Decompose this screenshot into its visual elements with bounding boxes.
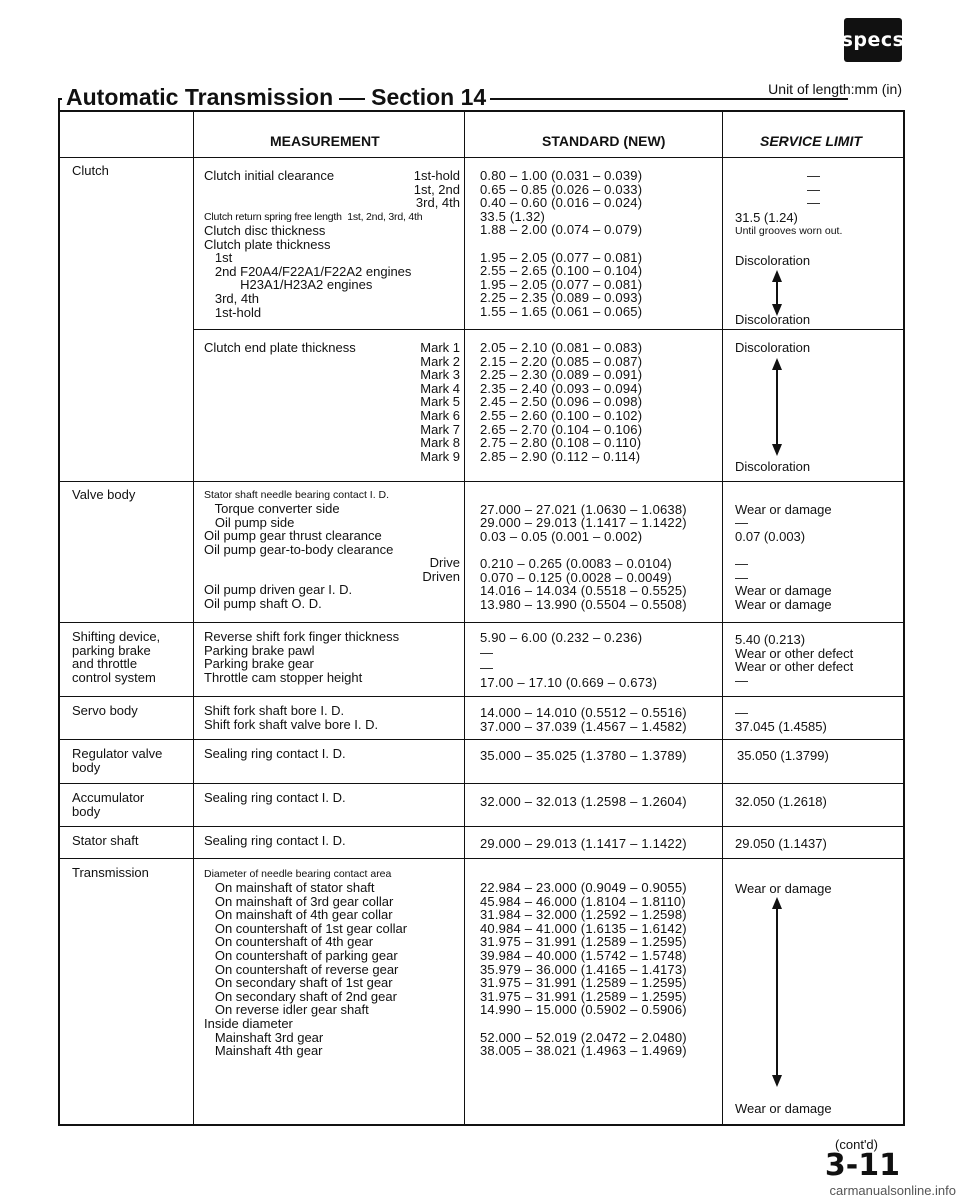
row-rule-servo	[60, 696, 903, 697]
category-regulator-valve-body: Regulator valve body	[72, 746, 163, 775]
servo-measurements: Shift fork shaft bore I. D. Shift fork shaft valve bore I. D.	[204, 703, 379, 732]
transmission-limit-top: Wear or damage	[735, 881, 832, 896]
watermark: carmanualsonline.info	[829, 1183, 956, 1198]
row-rule-transmission	[60, 858, 903, 859]
category-clutch: Clutch	[72, 163, 109, 178]
servo-limit-values: — 37.045 (1.4585)	[735, 705, 827, 734]
valve-limit-values: Wear or damage — 0.07 (0.003) — — Wear or damage Wear or damage	[735, 501, 832, 612]
accumulator-standard: 32.000 – 32.013 (1.2598 – 1.2604)	[480, 794, 687, 809]
clutch-standard-values: 0.80 – 1.00 (0.031 – 0.039) 0.65 – 0.85 (0.026 – 0.033) 0.40 – 0.60 (0.016 – 0.024) 33.5 (1.32) 1.88 – 2.00 (0.074 – 0.079) 1.95 – 2.05 (0.077 – 0.081) 2.55 – 2.65 (0.100 – 0.104) 1.95 – 2.05 (0.077 – 0.081) 2.25 – 2.35 (0.089 – 0.093) 1.55 – 1.65 (0.061 – 0.065)	[480, 168, 643, 319]
regulator-standard: 35.000 – 35.025 (1.3780 – 1.3789)	[480, 748, 687, 763]
row-rule-stator	[60, 826, 903, 827]
logo-text: specs	[841, 29, 905, 51]
category-transmission: Transmission	[72, 865, 149, 880]
transmission-measurements: On mainshaft of stator shaft On mainshaft of 3rd gear collar On mainshaft of 4th gear collar On countershaft of 1st gear collar On countershaft of 4th gear On countershaft of parking gear On countershaft of reverse gear On secondary shaft of 1st gear On secondary shaft of 2nd gear On reverse idler gear shaft Inside diameter Mainshaft 3rd gear Mainshaft 4th gear	[204, 880, 408, 1059]
transmission-diameter-label: Diameter of needle bearing contact area	[204, 868, 392, 880]
row-rule-regulator	[60, 739, 903, 740]
continued-note: (cont'd)	[835, 1137, 878, 1152]
valve-measurements: Torque converter side Oil pump side Oil pump gear thrust clearance Oil pump gear-to-body clearance	[204, 501, 394, 557]
accumulator-measurement: Sealing ring contact I. D.	[204, 790, 346, 805]
valve-drive-driven: Drive Driven	[422, 555, 460, 584]
regulator-limit: 35.050 (1.3799)	[737, 748, 829, 763]
servo-standard-values: 14.000 – 14.010 (0.5512 – 0.5516) 37.000 – 37.039 (1.4567 – 1.4582)	[480, 705, 687, 734]
header-service-limit: SERVICE LIMIT	[760, 133, 862, 149]
clutch-end-plate-label: Clutch end plate thickness	[204, 340, 356, 355]
shifting-standard-values: 5.90 – 6.00 (0.232 – 0.236) — — 17.00 – 17.10 (0.669 – 0.673)	[480, 630, 658, 690]
clutch-limit-dashes: — — —	[807, 168, 820, 211]
title-main: Automatic Transmission	[66, 84, 334, 110]
clutch-end-plate-limit-top: Discoloration	[735, 340, 811, 355]
shifting-measurements: Reverse shift fork finger thickness Parking brake pawl Parking brake gear Throttle cam stopper height	[204, 629, 400, 685]
col-divider-3	[722, 112, 723, 1124]
valve-stator-label: Stator shaft needle bearing contact I. D.	[204, 489, 390, 501]
accumulator-limit: 32.050 (1.2618)	[735, 794, 827, 809]
header-rule	[60, 157, 903, 158]
transmission-standard-values: 22.984 – 23.000 (0.9049 – 0.9055) 45.984 – 46.000 (1.8104 – 1.8110) 31.984 – 32.000 (1.2592 – 1.2598) 40.984 – 41.000 (1.6135 – 1.6142) 31.975 – 31.991 (1.2589 – 1.2595) 39.984 – 40.000 (1.5742 – 1.5748) 35.979 – 36.000 (1.4165 – 1.4173) 31.975 – 31.991 (1.2589 – 1.2595) 31.975 – 31.991 (1.2589 – 1.2595) 14.990 – 15.000 (0.5902 – 0.5906) 52.000 – 52.019 (2.0472 – 2.0480) 38.005 – 38.021 (1.4963 – 1.4969)	[480, 880, 687, 1059]
clutch-spring-label: Clutch return spring free length 1st, 2nd, 3rd, 4th	[204, 211, 423, 223]
clutch-plate-limit-top: Discoloration	[735, 253, 811, 268]
clutch-end-plate-standard: 2.05 – 2.10 (0.081 – 0.083) 2.15 – 2.20 (0.085 – 0.087) 2.25 – 2.30 (0.089 – 0.091) 2.35 – 2.40 (0.093 – 0.094) 2.45 – 2.50 (0.096 – 0.098) 2.55 – 2.60 (0.100 – 0.102) 2.65 – 2.70 (0.104 – 0.106) 2.75 – 2.80 (0.108 – 0.110) 2.85 – 2.90 (0.112 – 0.114)	[480, 340, 643, 464]
row-rule-accumulator	[60, 783, 903, 784]
clutch-end-plate-marks: Mark 1 Mark 2 Mark 3 Mark 4 Mark 5 Mark 6 Mark 7 Mark 8 Mark 9	[420, 340, 460, 464]
header-standard: STANDARD (NEW)	[542, 133, 666, 149]
col-divider-1	[193, 112, 194, 1124]
category-servo-body: Servo body	[72, 703, 138, 718]
title-dash	[339, 98, 365, 100]
stator-standard: 29.000 – 29.013 (1.1417 – 1.1422)	[480, 836, 687, 851]
clutch-plate-limit-bottom: Discoloration	[735, 312, 811, 327]
shifting-limit-values: 5.40 (0.213) Wear or other defect Wear or other defect —	[735, 632, 854, 688]
stator-measurement: Sealing ring contact I. D.	[204, 833, 346, 848]
row-rule-valve	[60, 481, 903, 482]
page-number: 3-11	[824, 1148, 900, 1183]
category-accumulator-body: Accumulator body	[72, 790, 145, 819]
col-divider-2	[464, 112, 465, 1124]
category-stator-shaft: Stator shaft	[72, 833, 139, 848]
clutch-initial-clearance-label: Clutch initial clearance	[204, 168, 335, 183]
valve-standard-values: 27.000 – 27.021 (1.0630 – 1.0638) 29.000 – 29.013 (1.1417 – 1.1422) 0.03 – 0.05 (0.001 – 0.002) 0.210 – 0.265 (0.0083 – 0.0104) 0.070 – 0.125 (0.0028 – 0.0049) 14.016 – 14.034 (0.5518 – 0.5525) 13.980 – 13.990 (0.5504 – 0.5508)	[480, 501, 687, 612]
clutch-spring-limit: 31.5 (1.24)	[735, 210, 798, 225]
valve-oil-pump-gear: Oil pump driven gear I. D. Oil pump shaft O. D.	[204, 582, 353, 611]
clutch-disc-plate-labels: Clutch disc thickness Clutch plate thickness 1st 2nd F20A4/F22A1/F22A2 engines H23A1/H23A2 engines 3rd, 4th 1st-hold	[204, 223, 412, 320]
category-valve-body: Valve body	[72, 487, 136, 502]
clutch-disc-limit: Until grooves worn out.	[735, 225, 843, 237]
category-shifting-device: Shifting device, parking brake and throttle control system	[72, 629, 161, 685]
clutch-sub-rule	[193, 329, 903, 330]
page-title	[62, 84, 490, 111]
clutch-initial-clearance-ranges: 1st-hold 1st, 2nd 3rd, 4th	[413, 168, 460, 211]
regulator-measurement: Sealing ring contact I. D.	[204, 746, 346, 761]
specs-logo	[841, 18, 905, 62]
stator-limit: 29.050 (1.1437)	[735, 836, 827, 851]
unit-of-length: Unit of length:mm (in)	[768, 81, 902, 97]
title-section: Section 14	[371, 84, 487, 110]
header-measurement: MEASUREMENT	[270, 133, 380, 149]
row-rule-shifting	[60, 622, 903, 623]
clutch-end-plate-limit-bottom: Discoloration	[735, 459, 811, 474]
transmission-limit-bottom: Wear or damage	[735, 1101, 832, 1116]
